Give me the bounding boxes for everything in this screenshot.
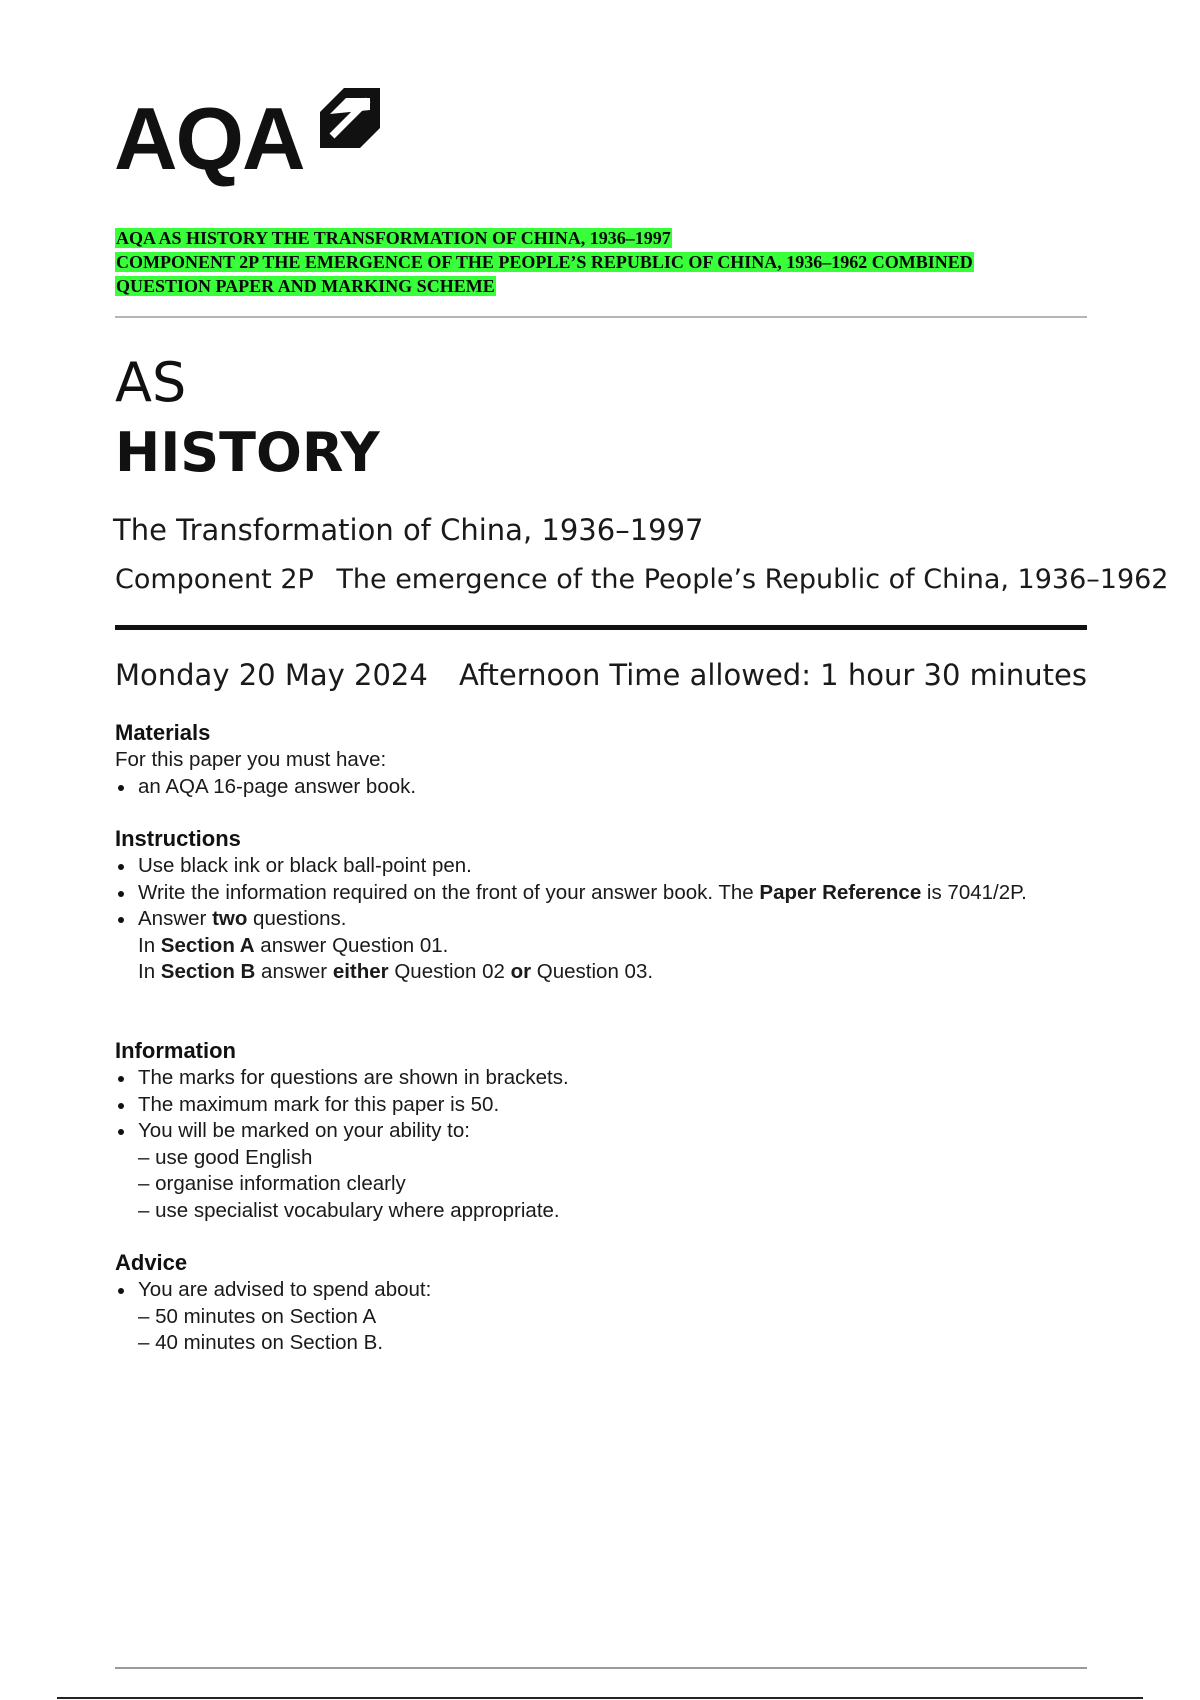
title-divider [115,625,1087,630]
aqa-logo-mark-icon [320,88,380,148]
information-heading: Information [115,1038,236,1063]
instructions-list [115,853,1095,986]
page-bottom-edge [57,1697,1143,1699]
section-b-instruction: In Section B answer either Question 02 or Question 03. [138,960,654,983]
paper-title: The Transformation of China, 1936–1997 [113,513,704,547]
highlighted-document-title [115,226,1115,298]
highlight-line-2: COMPONENT 2P THE EMERGENCE OF THE PEOPLE’S REPUBLIC OF CHINA, 1936–1962 COMBINED [116,252,973,272]
instructions-section [115,825,1095,986]
list-item: an AQA 16-page answer book. [115,774,1095,801]
list-item: The marks for questions are shown in brackets. [115,1065,1095,1092]
header-divider [115,316,1087,318]
aqa-logo-text: AQA [114,89,304,188]
advice-section [115,1249,1095,1357]
highlight-line-1: AQA AS HISTORY THE TRANSFORMATION OF CHINA, 1936–1997 [116,228,671,248]
sub-item: – use good English [138,1145,313,1169]
list-item: The maximum mark for this paper is 50. [115,1092,1095,1119]
list-item: You will be marked on your ability to: – use good English – organise information clearly – use specialist vocabulary where appropriate. [115,1118,1095,1224]
component-title [115,562,1169,598]
sub-item: – organise information clearly [138,1172,406,1195]
qualification-level: AS [115,351,187,414]
exam-date: Monday 20 May 2024 [115,658,428,692]
subject-title: HISTORY [115,421,380,484]
materials-intro: For this paper you must have: [115,748,387,771]
footer-divider [115,1667,1087,1669]
highlight-line-3: QUESTION PAPER AND MARKING SCHEME [116,276,495,296]
exam-details-row [115,656,1087,696]
section-a-instruction: In Section A answer Question 01. [138,933,449,957]
materials-section [115,719,1095,800]
information-list [115,1065,1095,1224]
materials-list [115,774,1095,801]
advice-list [115,1277,1095,1357]
list-item: Use black ink or black ball-point pen. [115,853,1095,880]
component-name: The emergence of the People’s Republic of China, 1936–1962 [336,564,1169,595]
time-allowed: Time allowed: 1 hour 30 minutes [609,658,1087,692]
list-item: You are advised to spend about: – 50 minutes on Section A – 40 minutes on Section B. [115,1277,1095,1357]
sub-item: – 50 minutes on Section A [138,1304,377,1328]
component-code: Component 2P [115,564,314,595]
instructions-heading: Instructions [115,826,241,851]
information-section [115,1037,1095,1224]
list-item: Write the information required on the front of your answer book. The Paper Reference is 7041/2P. [115,880,1095,907]
sub-item: – 40 minutes on Section B. [138,1331,384,1354]
materials-heading: Materials [115,720,211,745]
sub-item: – use specialist vocabulary where appropriate. [138,1198,560,1222]
aqa-logo [114,88,384,188]
list-item: Answer two questions. In Section A answer Question 01. In Section B answer either Question 02 or Question 03. [115,906,1095,986]
advice-heading: Advice [115,1250,188,1275]
exam-session: Afternoon [459,658,601,692]
